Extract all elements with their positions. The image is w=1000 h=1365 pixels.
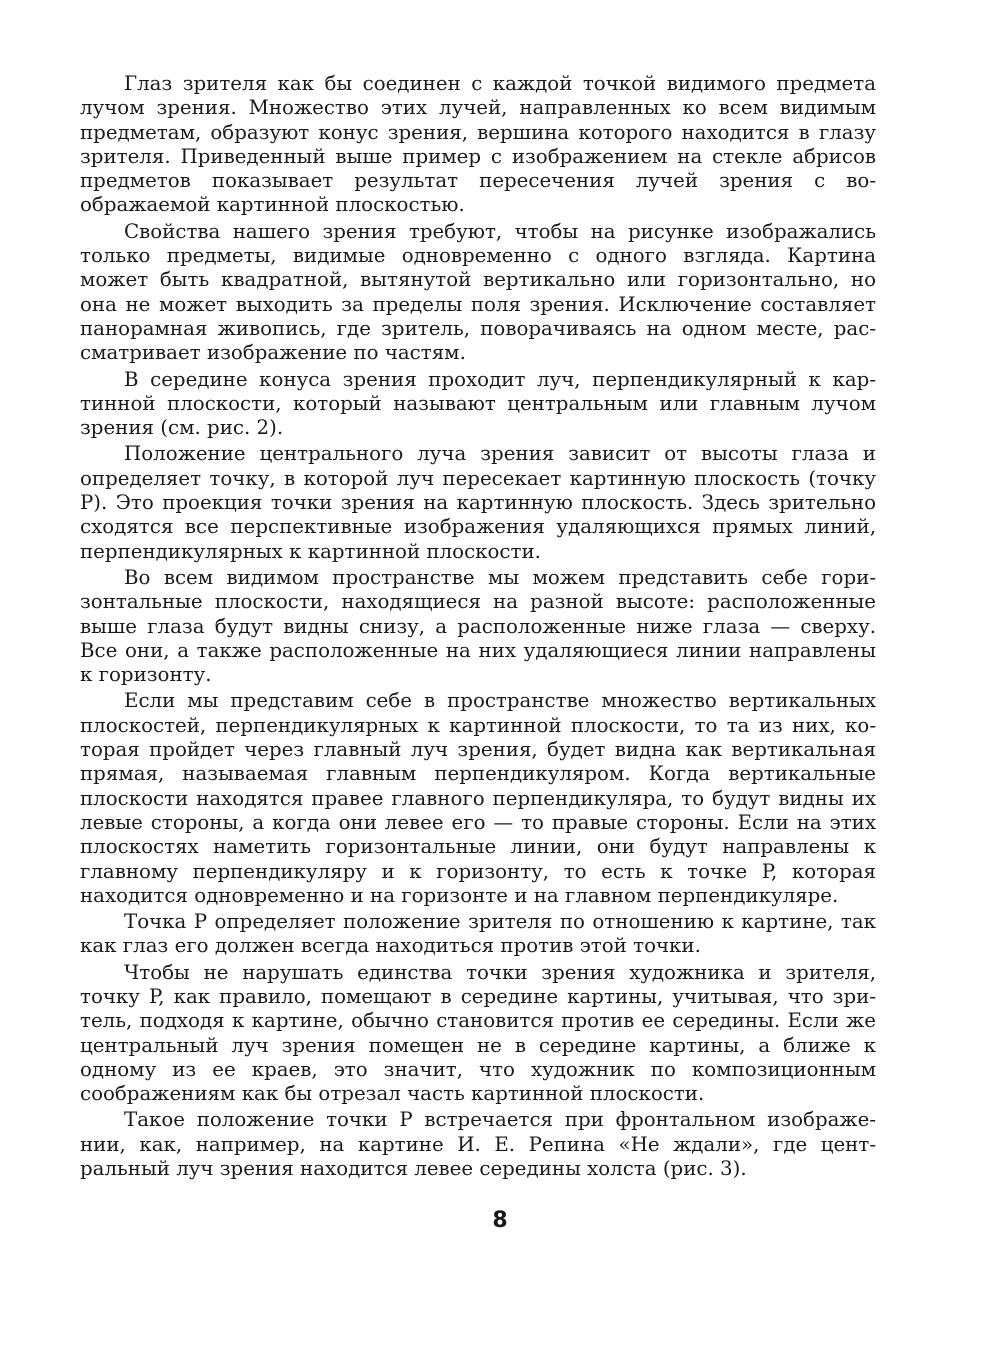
page-body [80,72,876,1183]
paragraph-7: Точка P определяет положение зрителя по отношению к картине, так как глаз его должен всегда находиться против этой точки. [80,910,876,958]
paragraph-2: Свойства нашего зрения требуют, чтобы на рисунке изображались только предметы, видимые одновременно с одного взгляда. Картина может быть квадратной, вытянутой вертикально или горизонтально, но она не может выходить за пределы поля зрения. Исключение составляет панорамная живопись, где зритель, поворачиваясь на одном месте, рассматривает изображение по частям. [80,219,876,365]
page-number: 8 [492,1208,508,1233]
paragraph-9: Такое положение точки P встречается при фронтальном изображении, как, например, на картине И. Е. Репина «Не ждали», где центральный луч зрения находится левее середины холста (рис. 3). [80,1108,876,1181]
paragraph-8: Чтобы не нарушать единства точки зрения художника и зрителя, точку P, как правило, помещают в середине картины, учитывая, что зритель, подходя к картине, обычно становится против ее середины. Если же центральный луч зрения помещен не в середине картины, а ближе к одному из ее краев, это значит, что художник по композиционным соображениям как бы отрезал часть картинной плоскости. [80,960,876,1106]
paragraph-5: Во всем видимом пространстве мы можем представить себе горизонтальные плоскости, находящиеся на разной высоте: расположенные выше глаза будут видны снизу, а расположенные ниже глаза — сверху. Все они, а также расположенные на них удаляющиеся линии направлены к горизонту. [80,565,876,687]
paragraph-3: В середине конуса зрения проходит луч, перпендикулярный к картинной плоскости, который называют центральным или главным лучом зрения (см. рис. 2). [80,367,876,440]
paragraph-4: Положение центрального луча зрения зависит от высоты глаза и определяет точку, в которой луч пересекает картинную плоскость (точку P). Это проекция точки зрения на картинную плоскость. Здесь зрительно сходятся все перспективные изображения удаляющихся прямых линий, перпендикулярных к картинной плоскости. [80,442,876,563]
paragraph-6: Если мы представим себе в пространстве множество вертикальных плоскостей, перпендикулярных к картинной плоскости, то та из них, которая пройдет через главный луч зрения, будет видна как вертикальная прямая, называемая главным перпендикуляром. Когда вертикальные плоскости находятся правее главного перпендикуляра, то будут видны их левые стороны, а когда они левее его — то правые стороны. Если на этих плоскостях наметить горизонтальные линии, они будут направлены к главному перпендикуляру и к горизонту, то есть к точке P, которая находится одновременно и на горизонте и на главном перпендикуляре. [80,689,876,907]
paragraph-1: Глаз зрителя как бы соединен с каждой точкой видимого предмета лучом зрения. Множество этих лучей, направленных ко всем видимым предметам, образуют конус зрения, вершина которого находится в глазу зрителя. Приведенный выше пример с изображением на стекле абрисов предметов показывает результат пересечения лучей зрения с воображаемой картинной плоскостью. [80,72,876,217]
